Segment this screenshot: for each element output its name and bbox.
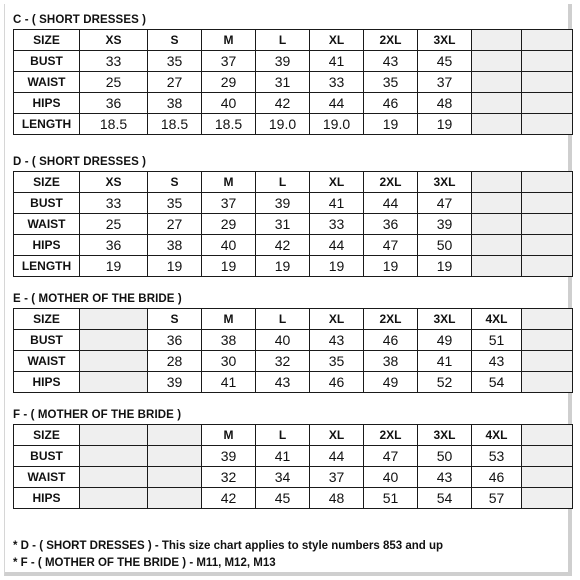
measurement-cell: 49	[364, 372, 418, 393]
empty-cell	[522, 488, 573, 509]
measurement-cell: 47	[364, 235, 418, 256]
measurement-cell: 48	[418, 93, 472, 114]
measurement-cell: 39	[256, 193, 310, 214]
measurement-cell: 36	[80, 235, 148, 256]
measurement-cell: 38	[148, 235, 202, 256]
size-header-row	[14, 172, 573, 193]
row-label: BUST	[14, 446, 80, 467]
size-header-cell: M	[202, 30, 256, 51]
measurement-row	[14, 467, 573, 488]
measurement-cell: 43	[472, 351, 522, 372]
empty-cell	[472, 72, 522, 93]
empty-cell	[522, 93, 573, 114]
measurement-cell: 43	[310, 330, 364, 351]
row-label: SIZE	[14, 425, 80, 446]
measurement-cell: 39	[418, 214, 472, 235]
empty-cell	[148, 425, 202, 446]
size-header-cell: 3XL	[418, 30, 472, 51]
measurement-cell: 37	[418, 72, 472, 93]
size-header-cell: XS	[80, 172, 148, 193]
size-header-cell: 3XL	[418, 172, 472, 193]
measurement-cell: 35	[148, 193, 202, 214]
row-label: SIZE	[14, 172, 80, 193]
measurement-cell: 41	[418, 351, 472, 372]
size-chart-section-f	[13, 407, 573, 509]
size-chart-sheet	[4, 4, 572, 576]
empty-cell	[80, 330, 148, 351]
measurement-cell: 38	[148, 93, 202, 114]
empty-cell	[472, 30, 522, 51]
measurement-cell: 33	[80, 51, 148, 72]
footnote-d: * D - ( SHORT DRESSES ) - This size chart applies to style numbers 853 and up	[13, 540, 444, 552]
measurement-cell: 19	[418, 256, 472, 277]
size-table	[13, 308, 573, 393]
row-label: WAIST	[14, 351, 80, 372]
measurement-row	[14, 72, 573, 93]
row-label: WAIST	[14, 214, 80, 235]
measurement-cell: 41	[310, 193, 364, 214]
measurement-cell: 33	[310, 214, 364, 235]
measurement-cell: 40	[364, 467, 418, 488]
empty-cell	[522, 330, 573, 351]
measurement-cell: 43	[418, 467, 472, 488]
measurement-cell: 43	[256, 372, 310, 393]
measurement-cell: 43	[364, 51, 418, 72]
size-header-cell: 2XL	[364, 425, 418, 446]
empty-cell	[522, 467, 573, 488]
size-header-row	[14, 425, 573, 446]
measurement-cell: 48	[310, 488, 364, 509]
measurement-cell: 37	[202, 193, 256, 214]
empty-cell	[522, 309, 573, 330]
measurement-row	[14, 214, 573, 235]
measurement-cell: 46	[472, 467, 522, 488]
empty-cell	[80, 425, 148, 446]
measurement-cell: 50	[418, 235, 472, 256]
measurement-cell: 29	[202, 214, 256, 235]
measurement-cell: 31	[256, 214, 310, 235]
measurement-cell: 40	[202, 93, 256, 114]
empty-cell	[80, 309, 148, 330]
measurement-cell: 36	[148, 330, 202, 351]
row-label: SIZE	[14, 309, 80, 330]
size-header-row	[14, 309, 573, 330]
measurement-cell: 38	[202, 330, 256, 351]
size-header-cell: L	[256, 172, 310, 193]
section-title: F - ( MOTHER OF THE BRIDE )	[13, 409, 182, 421]
row-label: SIZE	[14, 30, 80, 51]
measurement-cell: 44	[310, 446, 364, 467]
measurement-cell: 31	[256, 72, 310, 93]
measurement-cell: 38	[364, 351, 418, 372]
measurement-cell: 44	[310, 235, 364, 256]
measurement-cell: 42	[256, 93, 310, 114]
row-label: LENGTH	[14, 256, 80, 277]
size-header-cell: 2XL	[364, 309, 418, 330]
measurement-cell: 19	[364, 114, 418, 135]
measurement-cell: 37	[202, 51, 256, 72]
measurement-cell: 32	[202, 467, 256, 488]
measurement-cell: 52	[418, 372, 472, 393]
measurement-cell: 45	[256, 488, 310, 509]
size-header-cell: XL	[310, 425, 364, 446]
measurement-cell: 44	[364, 193, 418, 214]
measurement-cell: 41	[310, 51, 364, 72]
measurement-cell: 47	[364, 446, 418, 467]
measurement-cell: 33	[80, 193, 148, 214]
row-label: BUST	[14, 193, 80, 214]
measurement-row	[14, 330, 573, 351]
measurement-cell: 19	[364, 256, 418, 277]
empty-cell	[522, 351, 573, 372]
measurement-cell: 46	[364, 330, 418, 351]
measurement-row	[14, 93, 573, 114]
empty-cell	[522, 72, 573, 93]
measurement-row	[14, 351, 573, 372]
empty-cell	[522, 235, 573, 256]
size-chart-section-c	[13, 12, 573, 135]
measurement-cell: 35	[148, 51, 202, 72]
size-header-cell: S	[148, 309, 202, 330]
measurement-cell: 47	[418, 193, 472, 214]
measurement-cell: 40	[256, 330, 310, 351]
measurement-cell: 35	[364, 72, 418, 93]
empty-cell	[522, 446, 573, 467]
empty-cell	[522, 256, 573, 277]
measurement-cell: 41	[202, 372, 256, 393]
size-header-row	[14, 30, 573, 51]
measurement-cell: 39	[202, 446, 256, 467]
measurement-cell: 19	[148, 256, 202, 277]
measurement-cell: 18.5	[202, 114, 256, 135]
footnotes	[13, 538, 443, 572]
measurement-cell: 19.0	[256, 114, 310, 135]
empty-cell	[148, 488, 202, 509]
size-header-cell: 3XL	[418, 425, 472, 446]
measurement-row	[14, 193, 573, 214]
footnote-f: * F - ( MOTHER OF THE BRIDE ) - M11, M12, M13	[13, 557, 276, 569]
size-header-cell: L	[256, 309, 310, 330]
measurement-cell: 49	[418, 330, 472, 351]
measurement-cell: 54	[472, 372, 522, 393]
empty-cell	[472, 114, 522, 135]
empty-cell	[522, 214, 573, 235]
measurement-cell: 36	[80, 93, 148, 114]
size-chart-section-e	[13, 291, 573, 393]
measurement-cell: 53	[472, 446, 522, 467]
size-table	[13, 171, 573, 277]
row-label: HIPS	[14, 488, 80, 509]
measurement-cell: 19.0	[310, 114, 364, 135]
measurement-cell: 46	[364, 93, 418, 114]
measurement-cell: 44	[310, 93, 364, 114]
size-table	[13, 424, 573, 509]
row-label: WAIST	[14, 72, 80, 93]
measurement-cell: 36	[364, 214, 418, 235]
measurement-cell: 39	[148, 372, 202, 393]
measurement-cell: 32	[256, 351, 310, 372]
empty-cell	[148, 467, 202, 488]
measurement-cell: 18.5	[148, 114, 202, 135]
empty-cell	[522, 30, 573, 51]
empty-cell	[472, 256, 522, 277]
measurement-cell: 27	[148, 72, 202, 93]
empty-cell	[522, 372, 573, 393]
row-label: LENGTH	[14, 114, 80, 135]
row-label: HIPS	[14, 235, 80, 256]
size-header-cell: XL	[310, 309, 364, 330]
size-header-cell: XS	[80, 30, 148, 51]
measurement-cell: 51	[364, 488, 418, 509]
size-header-cell: S	[148, 172, 202, 193]
measurement-row	[14, 51, 573, 72]
measurement-cell: 27	[148, 214, 202, 235]
measurement-cell: 25	[80, 214, 148, 235]
size-header-cell: 2XL	[364, 172, 418, 193]
measurement-cell: 50	[418, 446, 472, 467]
measurement-cell: 41	[256, 446, 310, 467]
measurement-cell: 40	[202, 235, 256, 256]
measurement-row	[14, 372, 573, 393]
size-header-cell: S	[148, 30, 202, 51]
measurement-cell: 19	[202, 256, 256, 277]
row-label: WAIST	[14, 467, 80, 488]
size-header-cell: 3XL	[418, 309, 472, 330]
size-header-cell: XL	[310, 30, 364, 51]
measurement-cell: 30	[202, 351, 256, 372]
section-title: E - ( MOTHER OF THE BRIDE )	[13, 293, 182, 305]
measurement-cell: 54	[418, 488, 472, 509]
empty-cell	[522, 51, 573, 72]
empty-cell	[522, 425, 573, 446]
measurement-cell: 19	[310, 256, 364, 277]
section-title: C - ( SHORT DRESSES )	[13, 14, 147, 26]
measurement-row	[14, 235, 573, 256]
measurement-cell: 19	[418, 114, 472, 135]
empty-cell	[472, 93, 522, 114]
measurement-row	[14, 446, 573, 467]
measurement-cell: 35	[310, 351, 364, 372]
row-label: BUST	[14, 330, 80, 351]
size-header-cell: L	[256, 30, 310, 51]
measurement-cell: 33	[310, 72, 364, 93]
size-header-cell: L	[256, 425, 310, 446]
row-label: HIPS	[14, 93, 80, 114]
empty-cell	[472, 193, 522, 214]
size-header-cell: 2XL	[364, 30, 418, 51]
empty-cell	[80, 467, 148, 488]
measurement-row	[14, 488, 573, 509]
empty-cell	[80, 488, 148, 509]
empty-cell	[80, 372, 148, 393]
empty-cell	[522, 172, 573, 193]
size-header-cell: 4XL	[472, 425, 522, 446]
empty-cell	[80, 446, 148, 467]
measurement-cell: 29	[202, 72, 256, 93]
size-header-cell: M	[202, 172, 256, 193]
measurement-cell: 42	[202, 488, 256, 509]
measurement-cell: 28	[148, 351, 202, 372]
empty-cell	[472, 172, 522, 193]
size-chart-section-d	[13, 154, 573, 277]
empty-cell	[522, 114, 573, 135]
measurement-row	[14, 256, 573, 277]
section-title: D - ( SHORT DRESSES )	[13, 156, 147, 168]
size-header-cell: M	[202, 309, 256, 330]
measurement-cell: 46	[310, 372, 364, 393]
measurement-cell: 42	[256, 235, 310, 256]
measurement-cell: 18.5	[80, 114, 148, 135]
measurement-cell: 57	[472, 488, 522, 509]
empty-cell	[80, 351, 148, 372]
empty-cell	[522, 193, 573, 214]
measurement-cell: 45	[418, 51, 472, 72]
row-label: BUST	[14, 51, 80, 72]
measurement-cell: 19	[80, 256, 148, 277]
empty-cell	[472, 235, 522, 256]
empty-cell	[472, 214, 522, 235]
measurement-cell: 37	[310, 467, 364, 488]
empty-cell	[472, 51, 522, 72]
size-header-cell: XL	[310, 172, 364, 193]
measurement-cell: 19	[256, 256, 310, 277]
measurement-cell: 25	[80, 72, 148, 93]
row-label: HIPS	[14, 372, 80, 393]
size-table	[13, 29, 573, 135]
measurement-row	[14, 114, 573, 135]
measurement-cell: 34	[256, 467, 310, 488]
measurement-cell: 39	[256, 51, 310, 72]
measurement-cell: 51	[472, 330, 522, 351]
empty-cell	[148, 446, 202, 467]
size-header-cell: M	[202, 425, 256, 446]
size-header-cell: 4XL	[472, 309, 522, 330]
